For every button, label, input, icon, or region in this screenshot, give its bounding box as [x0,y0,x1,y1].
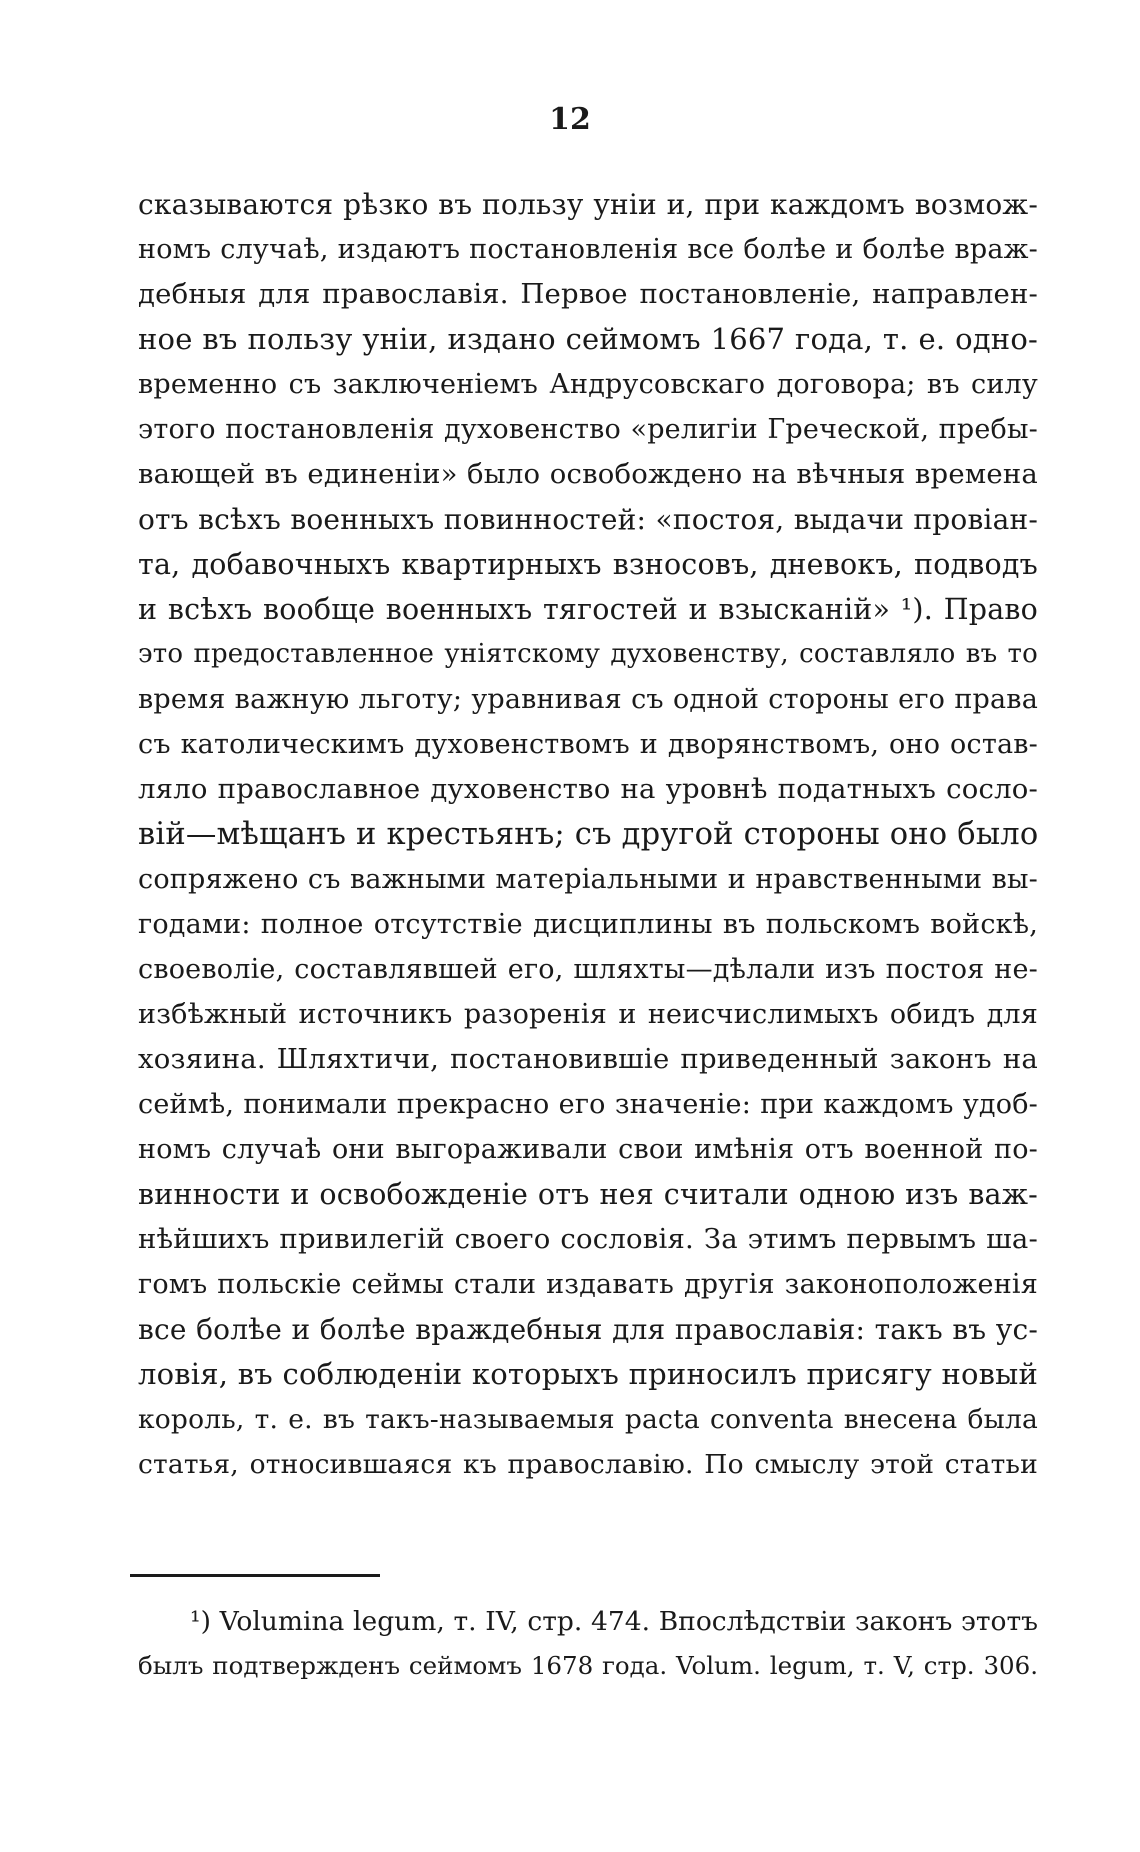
text-line: это предоставленное уніятскому духовенству, составляло въ то [138,639,1038,669]
text-line: номъ случаѣ, издаютъ постановленія все болѣе и болѣе враж- [138,234,1038,265]
text-line: избѣжный источникъ разоренія и неисчислимыхъ обидъ для [138,999,1038,1030]
text-line: съ католическимъ духовенствомъ и дворянствомъ, оно остав- [138,729,1038,760]
text-line: все болѣе и болѣе враждебныя для православія: такъ въ ус- [138,1313,1038,1346]
main-text [138,182,1038,1487]
text-line: вій—мѣщанъ и крестьянъ; съ другой стороны оно было [138,817,1039,852]
footnote-line: ¹) Volumina legum, т. IV, стр. 474. Впослѣдствіи законъ этотъ [190,1606,1038,1637]
text-line: гомъ польскіе сеймы стали издавать другія законоположенія [138,1269,1038,1300]
text-line: нѣйшихъ привилегій своего сословія. За этимъ первымъ ша- [138,1223,1038,1255]
text-line: годами: полное отсутствіе дисциплины въ польскомъ войскѣ, [138,909,1038,940]
text-line: король, т. е. въ такъ-называемыя pacta conventa внесена была [138,1404,1038,1435]
text-line: временно съ заключеніемъ Андрусовскаго договора; въ силу [138,369,1038,400]
text-line: та, добавочныхъ квартирныхъ взносовъ, дневокъ, подводъ [138,548,1038,581]
text-line: статья, относившаяся къ православію. По смыслу этой статьи [138,1449,1038,1480]
text-line: дебныя для православія. Первое постановленіе, направлен- [138,278,1038,310]
footnotes [138,1600,1038,1688]
text-line: ляло православное духовенство на уровнѣ податныхъ сосло- [138,773,1038,805]
text-line: сказываются рѣзко въ пользу уніи и, при каждомъ возмож- [138,188,1038,221]
text-line: отъ всѣхъ военныхъ повинностей: «постоя, выдачи провіан- [138,503,1038,536]
text-line: и всѣхъ вообще военныхъ тягостей и взысканій» ¹). Право [138,593,1038,626]
page-number: 12 [549,102,591,137]
text-line: ловія, въ соблюденіи которыхъ приносилъ присягу новый [138,1357,1038,1391]
text-line: винности и освобожденіе отъ нея считали одною изъ важ- [138,1178,1038,1211]
footnote-separator [130,1574,380,1577]
text-line: сеймѣ, понимали прекрасно его значеніе: при каждомъ удоб- [138,1089,1038,1120]
text-line: хозяина. Шляхтичи, постановившіе приведенный законъ на [138,1043,1038,1075]
text-line: вающей въ единеніи» было освобождено на вѣчныя времена [138,458,1038,490]
text-line: номъ случаѣ они выгораживали свои имѣнія отъ военной по- [138,1134,1038,1165]
text-line: ное въ пользу уніи, издано сеймомъ 1667 года, т. е. одно- [138,322,1038,356]
footnote-line: былъ подтвержденъ сеймомъ 1678 года. Volum. legum, т. V, стр. 306. [138,1651,1038,1680]
text-line: этого постановленія духовенство «религіи Греческой, пребы- [138,414,1038,445]
text-line: своеволіе, составлявшей его, шляхты—дѣлали изъ постоя не- [138,954,1038,985]
text-line: время важную льготу; уравнивая съ одной стороны его права [138,684,1038,715]
text-line: сопряжено съ важными матеріальными и нравственными вы- [138,864,1038,895]
